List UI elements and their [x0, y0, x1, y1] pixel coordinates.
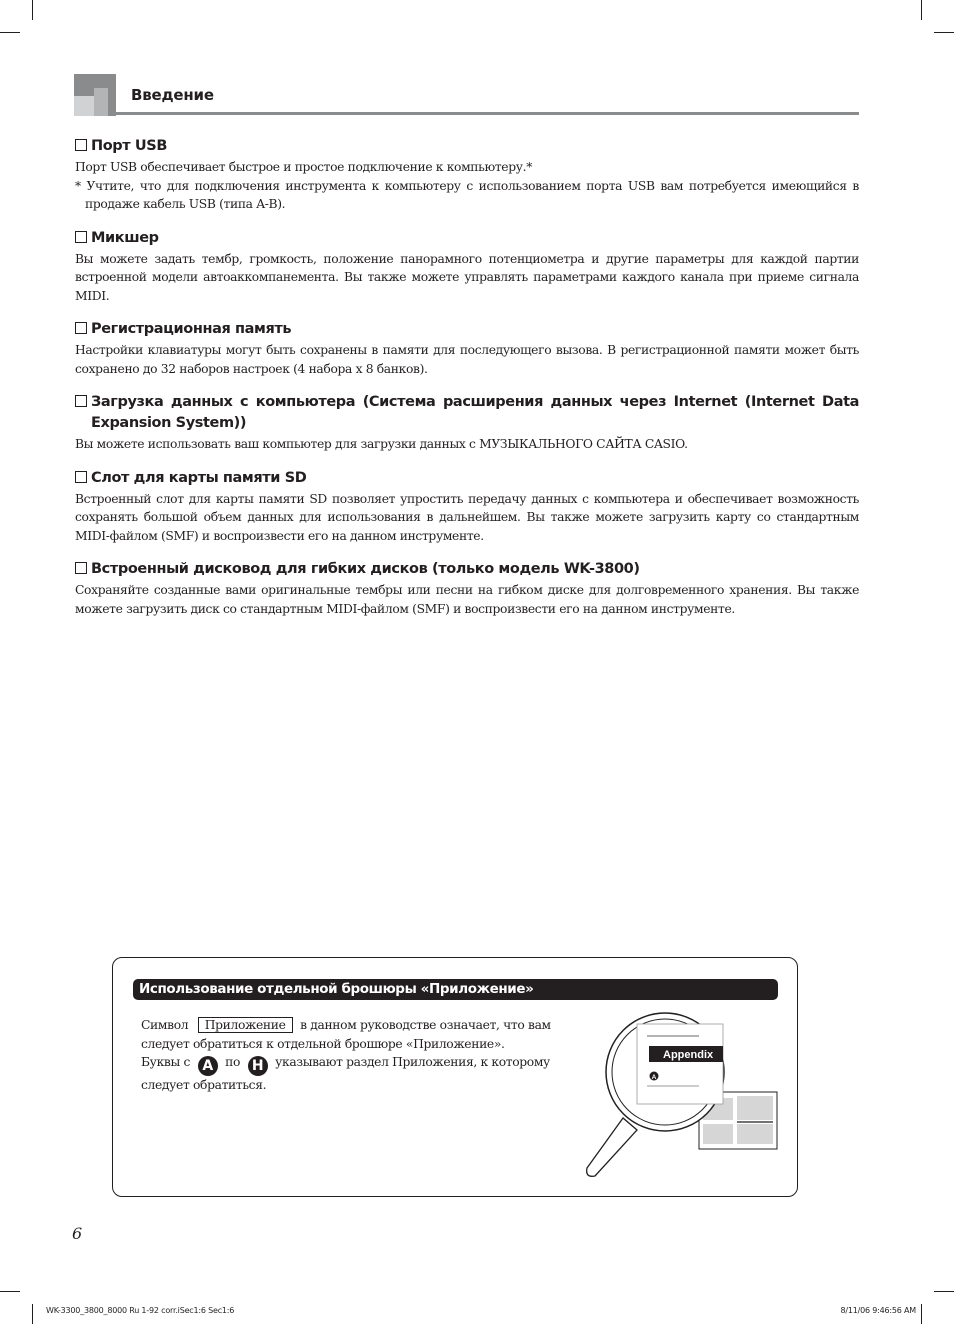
checkbox-square-icon — [75, 395, 87, 407]
section-body: Встроенный слот для карты памяти SD позволяет упростить передачу данных с компьютера и обеспечивает возможность сохранять большой объем данных для использования в дальнейшем. Вы также можете загрузить карту со стандартным MIDI-файлом (SMF) и воспроизвести его на данном инструменте. — [75, 491, 859, 543]
section-title: Порт USB — [91, 138, 167, 154]
section-heading — [75, 392, 859, 434]
appendix-label: Appendix — [663, 1049, 714, 1061]
page-illustration — [737, 1096, 773, 1120]
appendix-text-part: Символ — [141, 1018, 189, 1032]
section-floppy-drive — [75, 559, 859, 618]
section-mixer — [75, 228, 859, 306]
crop-mark — [934, 32, 954, 33]
appendix-text-part: указывают раздел Приложения, к которому следует обратиться. — [141, 1055, 550, 1092]
page-title: Введение — [131, 86, 214, 104]
section-heading — [75, 319, 859, 340]
checkbox-square-icon — [75, 471, 87, 483]
section-title: Слот для карты памяти SD — [91, 469, 307, 486]
appendix-text-part: в данном руководстве означает, что вам следует обратиться к отдельной брошюре «Приложение». — [141, 1018, 551, 1051]
appendix-box-title: Использование отдельной брошюры «Приложение» — [133, 979, 778, 1000]
section-sd-card-slot — [75, 468, 859, 546]
crop-mark — [934, 1291, 954, 1292]
print-slug-left: WK-3300_3800_8000 Ru 1-92 corr.iSec1:6 Sec1:6 — [46, 1306, 235, 1315]
section-title: Загрузка данных с компьютера (Система расширения данных через Internet (Internet Data Expansion System)) — [91, 394, 859, 431]
header-rule — [116, 112, 859, 115]
appendix-symbol-label: Приложение — [198, 1017, 293, 1033]
section-body: Вы можете использовать ваш компьютер для загрузки данных с МУЗЫКАЛЬНОГО САЙТА CASIO. — [75, 437, 688, 451]
section-heading — [75, 228, 859, 249]
page-illustration — [737, 1124, 773, 1144]
appendix-text-part: по — [225, 1055, 241, 1069]
magnifier-illustration — [581, 1010, 791, 1185]
crop-mark — [0, 32, 20, 33]
page-illustration — [703, 1124, 733, 1144]
crop-mark — [0, 1291, 20, 1292]
appendix-info-box — [112, 957, 798, 1197]
crop-mark — [32, 0, 33, 20]
section-body: Сохраняйте созданные вами оригинальные тембры или песни на гибком диске для долговременного хранения. Вы также можете загрузить диск со стандартным MIDI-файлом (SMF) и воспроизвести его на данном инструменте. — [75, 583, 859, 616]
section-body: Настройки клавиатуры могут быть сохранены в памяти для последующего вызова. В регистрационной памяти может быть сохранено до 32 наборов настроек (4 набора x 8 банков). — [75, 343, 859, 376]
magnifier-handle — [587, 1118, 637, 1176]
section-title: Микшер — [91, 229, 159, 246]
section-heading — [75, 136, 859, 157]
print-slug-right: 8/11/06 9:46:56 AM — [840, 1306, 916, 1315]
header-decoration — [74, 96, 94, 116]
section-heading — [75, 559, 859, 580]
circled-letter-label: A — [651, 1074, 657, 1081]
crop-mark — [32, 1304, 33, 1324]
crop-mark — [921, 0, 922, 20]
section-body: Порт USB обеспечивает быстрое и простое подключение к компьютеру.* — [75, 160, 533, 174]
checkbox-square-icon — [75, 139, 87, 151]
section-title: Встроенный дисковод для гибких дисков (только модель WK-3800) — [91, 561, 640, 577]
page-number: 6 — [72, 1224, 83, 1243]
circled-letter-h-icon: H — [248, 1056, 268, 1076]
appendix-box-text — [141, 1016, 561, 1095]
section-usb-port — [75, 136, 859, 214]
section-heading — [75, 468, 859, 489]
section-body: Вы можете задать тембр, громкость, положение панорамного потенциометра и другие параметры для каждой партии встроенной модели автоаккомпанемента. Вы также можете управлять параметрами каждого канала при приеме сигнала MIDI. — [75, 251, 859, 303]
crop-mark — [921, 1304, 922, 1324]
header-decoration — [94, 88, 108, 116]
checkbox-square-icon — [75, 231, 87, 243]
section-data-download — [75, 392, 859, 454]
checkbox-square-icon — [75, 562, 87, 574]
main-content — [75, 136, 859, 632]
section-registration-memory — [75, 319, 859, 378]
appendix-text-part: Буквы с — [141, 1055, 191, 1069]
circled-letter-a-icon: A — [198, 1056, 218, 1076]
checkbox-square-icon — [75, 322, 87, 334]
section-footnote: * Учтите, что для подключения инструмента к компьютеру с использованием порта USB вам потребуется имеющийся в продаже кабель USB (типа A-B). — [75, 178, 859, 211]
section-title: Регистрационная память — [91, 321, 292, 337]
